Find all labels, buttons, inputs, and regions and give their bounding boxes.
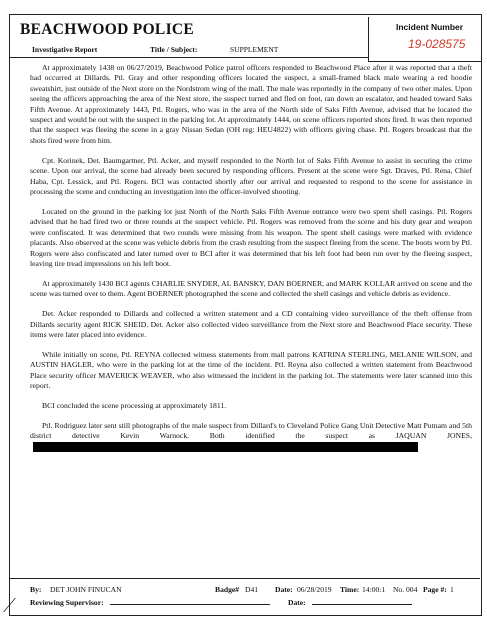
supervisor-signature-line bbox=[110, 604, 270, 605]
badge-label: Badge# bbox=[215, 585, 240, 594]
title-label: Title / bbox=[150, 45, 169, 54]
time-value: 14:00:1 bbox=[362, 585, 386, 594]
narrative-paragraph: While initially on scene, Ptl. REYNA collected witness statements from mall patrons KATRINA STERLING, MELANIE WILSON, and AUSTIN HAGLER, who were in the parking lot at the time of the incident. Ptl. Reyna also collected a written statement from Beachwood Place security officer MAVERICK WEAVER, who also witnessed the incident in the parking lot. The statements were later scanned into this report. bbox=[30, 349, 472, 391]
narrative-paragraph-text: Ptl. Rodriguez later sent still photographs of the male suspect from Dillard's to Cleveland Police Gang Unit Detective Matt Putnam and 5th district detective Kevin Warnock. Both identified the suspect as JAQUAN JONES, bbox=[30, 420, 472, 441]
redaction-bar bbox=[33, 442, 418, 452]
narrative-paragraph: Cpt. Korinek, Det. Baumgartner, Ptl. Acker, and myself responded to the North lot of Saks Fifth Avenue to assist in securing the crime scene. Upon our arrival, the scene had already been secured by responding officers. Present at the scene were Sgt. Draves, Ptl. Rena, Chief Haba, Cpt. Lessick, and Ptl. Rogers. BCI was contacted shortly after our arrival and requested to respond to the scene for assistance in processing the scene and conducting an investigation into the officer-involved shooting. bbox=[30, 155, 472, 196]
narrative-body bbox=[30, 63, 472, 463]
review-date-line bbox=[312, 604, 412, 605]
incident-number: 19-028575 bbox=[408, 37, 466, 51]
reviewing-supervisor-label: Reviewing Supervisor: bbox=[30, 598, 104, 607]
incident-number-label: Incident Number bbox=[396, 22, 464, 32]
footer-divider bbox=[9, 578, 480, 579]
page-label: Page #: bbox=[423, 585, 447, 594]
by-label: By: bbox=[30, 585, 42, 594]
narrative-paragraph: At approximately 1438 on 06/27/2019, Beachwood Police patrol officers responded to Beachwood Place after it was reported that a theft had occurred at Dillards. Ptl. Gray and other responding officers located the suspect, a small-framed black male wearing a red hoodie sweatshirt, just outside of the Next store on the Nordstrom wing of the mall. The male was reportedly in the company of two other males. Upon seeing the officers approaching the area of the Next store, the suspect turned and fled on foot, ran down an escalator, and headed toward Saks Fifth Avenue. At approximately 1443, Ptl. Rogers, who was in the area of the North side of Saks Fifth Avenue, advised that he located the suspect and would be out with the suspect in the parking lot. At approximately 1444, on scene officers reported shots fired. It was then reported that the suspect was fleeing the scene in a gray Nissan Sedan (OH reg: HEU4822) with officers giving chase. Ptl. Rogers broadcast that the shots fired were from him. bbox=[30, 63, 472, 145]
review-date-label: Date: bbox=[288, 598, 306, 607]
time-label: Time: bbox=[340, 585, 360, 594]
number-value: 004 bbox=[406, 585, 418, 594]
date-value: 06/28/2019 bbox=[297, 585, 332, 594]
narrative-paragraph: Located on the ground in the parking lot just North of the North Saks Fifth Avenue entrance were two spent shell casings. Ptl. Rogers advised that he had fired two or three rounds at the suspect vehicle. Ptl. Rogers was removed from the scene and his duty gear and weapon were confiscated. It was determined that two rounds were missing from his weapon. The spent shell casings were marked with evidence placards. Also observed at the scene was vehicle debris from the crash resulting from the suspect fleeing from the scene. The boots worn by Ptl. Rogers were also confiscated and later turned over to BCI after it was determined that his left foot had been run over by the fleeing suspect, leaving tire tread impressions on his left boot. bbox=[30, 206, 472, 268]
subject-label: Subject: bbox=[170, 45, 198, 54]
header-divider bbox=[9, 57, 369, 58]
officer-name: DET JOHN FINUCAN bbox=[50, 585, 122, 594]
page-value: 1 bbox=[450, 585, 454, 594]
date-label: Date: bbox=[275, 585, 293, 594]
narrative-paragraph-last bbox=[30, 421, 472, 453]
badge-value: D41 bbox=[245, 585, 259, 594]
report-type: Investigative Report bbox=[32, 45, 98, 54]
narrative-paragraph: At approximately 1430 BCI agents CHARLIE SNYDER, AL BANSKY, DAN BOERNER, and MARK KOLLAR arrived on scene and the scene was turned over to them. Agent BOERNER photographed the scene and collected the shell casings and vehicle debris as evidence. bbox=[30, 278, 472, 299]
narrative-paragraph: Det. Acker responded to Dillards and collected a written statement and a CD containing video surveillance of the theft offense from Dillards security agent RICK SHEID. Det. Acker also collected video surveillance from the Next store and Beachwood Place security. These items were later placed into evidence. bbox=[30, 309, 472, 339]
agency-name: BEACHWOOD POLICE bbox=[20, 21, 195, 38]
subject-value: SUPPLEMENT bbox=[230, 45, 279, 54]
title-subject-label bbox=[150, 45, 197, 54]
number-label: No. bbox=[393, 585, 405, 594]
narrative-paragraph: BCI concluded the scene processing at approximately 1811. bbox=[42, 400, 227, 410]
